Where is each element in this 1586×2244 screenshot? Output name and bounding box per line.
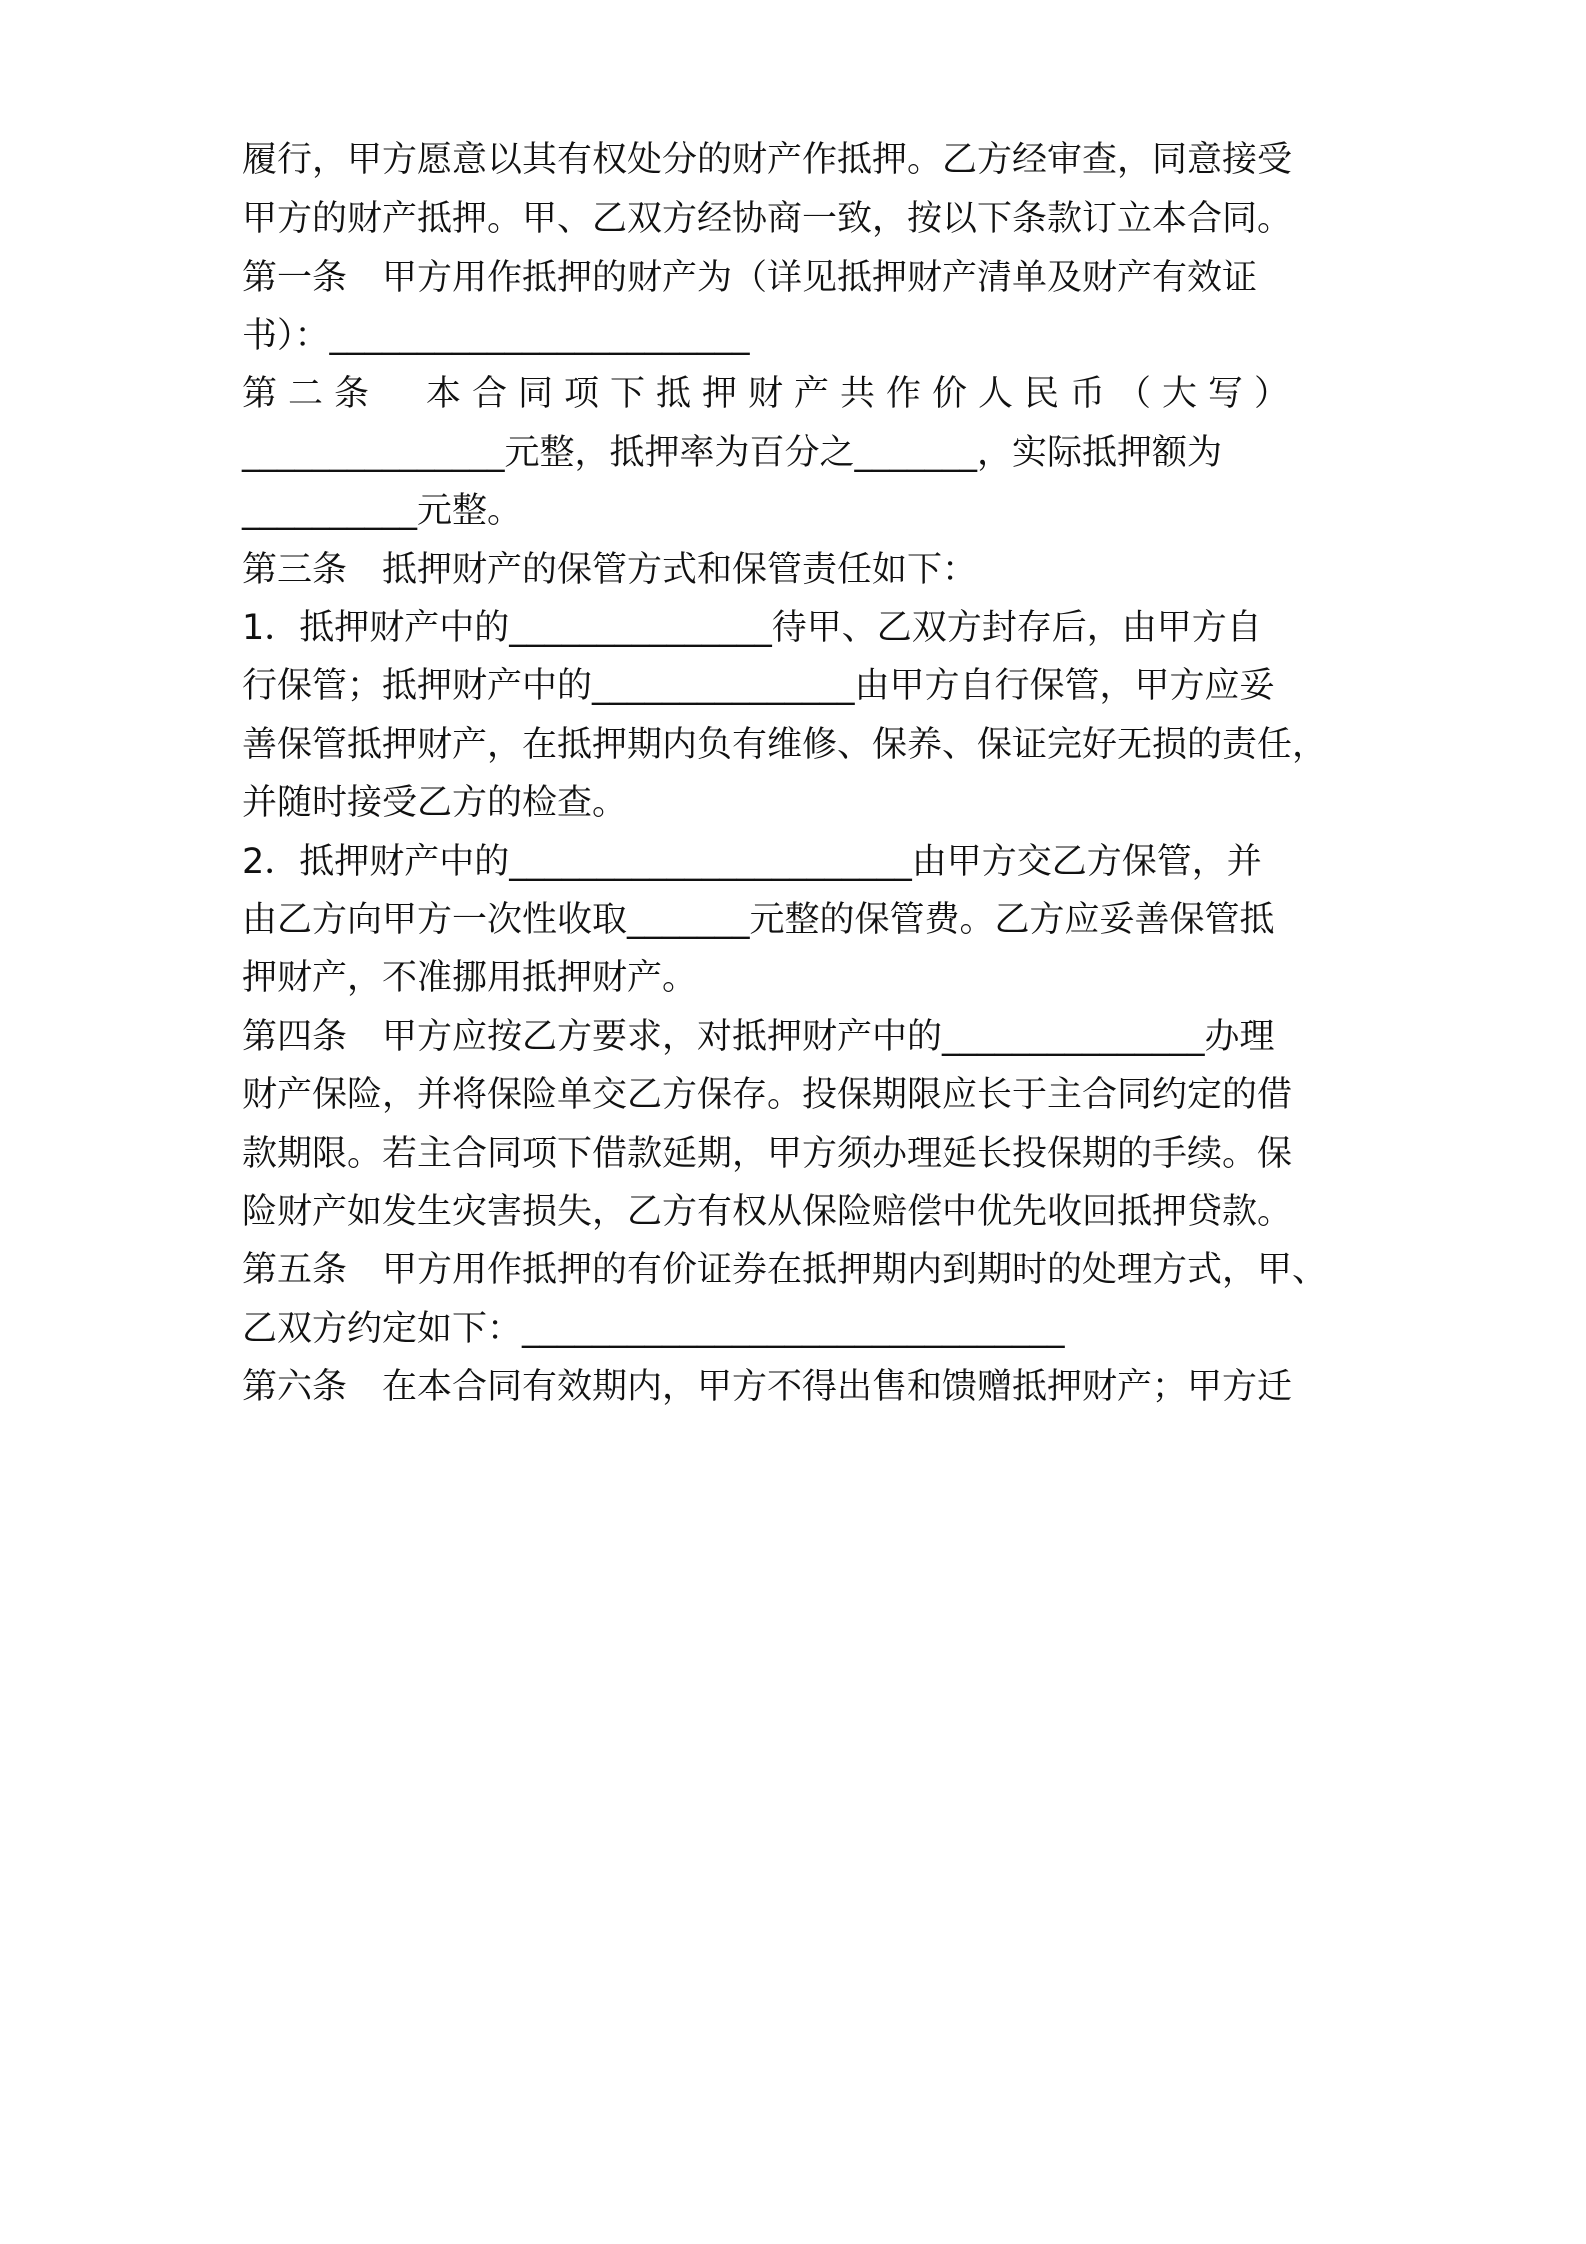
article-4-line-1: 第四条 甲方应按乙方要求，对抵押财产中的_______________办理 xyxy=(242,1017,1275,1057)
article-5-line-2: 乙双方约定如下：_______________________________ xyxy=(242,1309,1065,1349)
article-3-item-2-line-1: 2．抵押财产中的_______________________由甲方交乙方保管，并 xyxy=(242,842,1262,882)
article-3-item-1-line-1: 1．抵押财产中的_______________待甲、乙双方封存后，由甲方自 xyxy=(242,608,1262,648)
article-3-item-2-line-3: 押财产，不准挪用抵押财产。 xyxy=(242,958,698,998)
article-2-line-1: 第二条 本合同项下抵押财产共作价人民币（大写） xyxy=(242,374,1301,414)
article-1-line-1: 第一条 甲方用作抵押的财产为（详见抵押财产清单及财产有效证 xyxy=(242,258,1258,298)
article-3-item-1-line-2: 行保管；抵押财产中的_______________由甲方自行保管，甲方应妥 xyxy=(242,666,1275,706)
text-line-2: 甲方的财产抵押。甲、乙双方经协商一致，按以下条款订立本合同。 xyxy=(242,199,1293,239)
article-3-item-1-line-3: 善保管抵押财产，在抵押期内负有维修、保养、保证完好无损的责任， xyxy=(242,725,1328,765)
article-1-line-2: 书）：________________________ xyxy=(242,316,750,356)
article-3-heading: 第三条 抵押财产的保管方式和保管责任如下： xyxy=(242,550,978,590)
article-6-line-1: 第六条 在本合同有效期内，甲方不得出售和馈赠抵押财产；甲方迁 xyxy=(242,1367,1293,1407)
article-3-item-2-line-2: 由乙方向甲方一次性收取_______元整的保管费。乙方应妥善保管抵 xyxy=(242,900,1275,940)
article-2-line-2: _______________元整，抵押率为百分之_______，实际抵押额为 xyxy=(242,433,1223,473)
text-line-1: 履行，甲方愿意以其有权处分的财产作抵押。乙方经审查，同意接受 xyxy=(242,140,1293,180)
article-2-line-3: __________元整。 xyxy=(242,491,523,531)
article-5-line-1: 第五条 甲方用作抵押的有价证券在抵押期内到期时的处理方式，甲、 xyxy=(242,1250,1328,1290)
article-4-line-2: 财产保险，并将保险单交乙方保存。投保期限应长于主合同约定的借 xyxy=(242,1075,1293,1115)
article-3-item-1-line-4: 并随时接受乙方的检查。 xyxy=(242,783,628,823)
article-4-line-3: 款期限。若主合同项下借款延期，甲方须办理延长投保期的手续。保 xyxy=(242,1134,1293,1174)
article-4-line-4: 险财产如发生灾害损失，乙方有权从保险赔偿中优先收回抵押贷款。 xyxy=(242,1192,1293,1232)
